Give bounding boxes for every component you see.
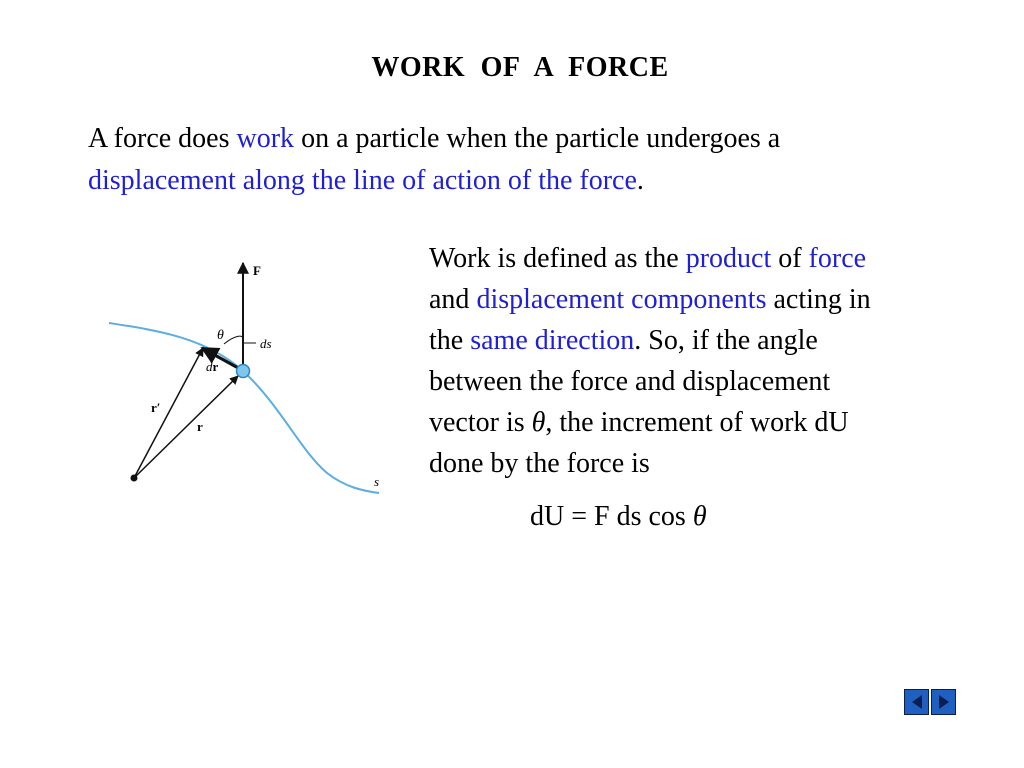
highlight-product: product [685, 243, 772, 274]
label-F: F [253, 263, 261, 278]
intro-text-2: on a particle when the particle undergoes a [294, 123, 781, 154]
triangle-right-icon [937, 694, 951, 710]
next-slide-button[interactable] [931, 689, 956, 715]
highlight-force: force [808, 243, 867, 274]
slide-title: WORK OF A FORCE [371, 52, 669, 83]
work-diagram [95, 235, 395, 510]
highlight-displacement-components: displacement components [476, 284, 767, 315]
particle [237, 365, 250, 378]
intro-text-1: A force does [88, 123, 237, 154]
body-text-7: between the force and displacement [429, 366, 831, 397]
intro-paragraph [88, 118, 968, 202]
label-dr: dr [206, 359, 219, 374]
body-text-4: acting in [766, 284, 871, 315]
body-text-8: vector is [429, 407, 532, 438]
body-text-6: . So, if the angle [634, 325, 818, 356]
label-ds: ds [260, 336, 272, 351]
angle-arc [224, 336, 243, 344]
body-text-3: and [429, 284, 477, 315]
body-text-10: done by the force is [429, 448, 650, 479]
origin-point [131, 475, 138, 482]
triangle-left-icon [910, 694, 924, 710]
work-equation [530, 497, 707, 537]
equation-theta: θ [692, 501, 707, 532]
position-vector-r-prime [134, 348, 203, 478]
intro-highlight-work: work [236, 123, 295, 154]
body-text-9: , the increment of work dU [545, 407, 849, 438]
label-r-prime: r′ [151, 400, 161, 415]
position-vector-r [134, 376, 238, 478]
body-text-5: the [429, 325, 471, 356]
label-r: r [197, 419, 203, 434]
previous-slide-button[interactable] [904, 689, 929, 715]
intro-highlight-displacement: displacement along the line of action of the force [88, 165, 637, 196]
label-theta: θ [217, 328, 224, 343]
theta-symbol: θ [531, 407, 546, 438]
intro-text-3: . [636, 165, 644, 196]
equation-text: dU = F ds cos [530, 501, 693, 532]
body-text-1: Work is defined as the [429, 243, 686, 274]
highlight-same-direction: same direction [470, 325, 635, 356]
body-text-2: of [771, 243, 809, 274]
definition-paragraph [429, 238, 989, 484]
label-s: s [374, 474, 380, 489]
slide-navigation [904, 689, 958, 717]
